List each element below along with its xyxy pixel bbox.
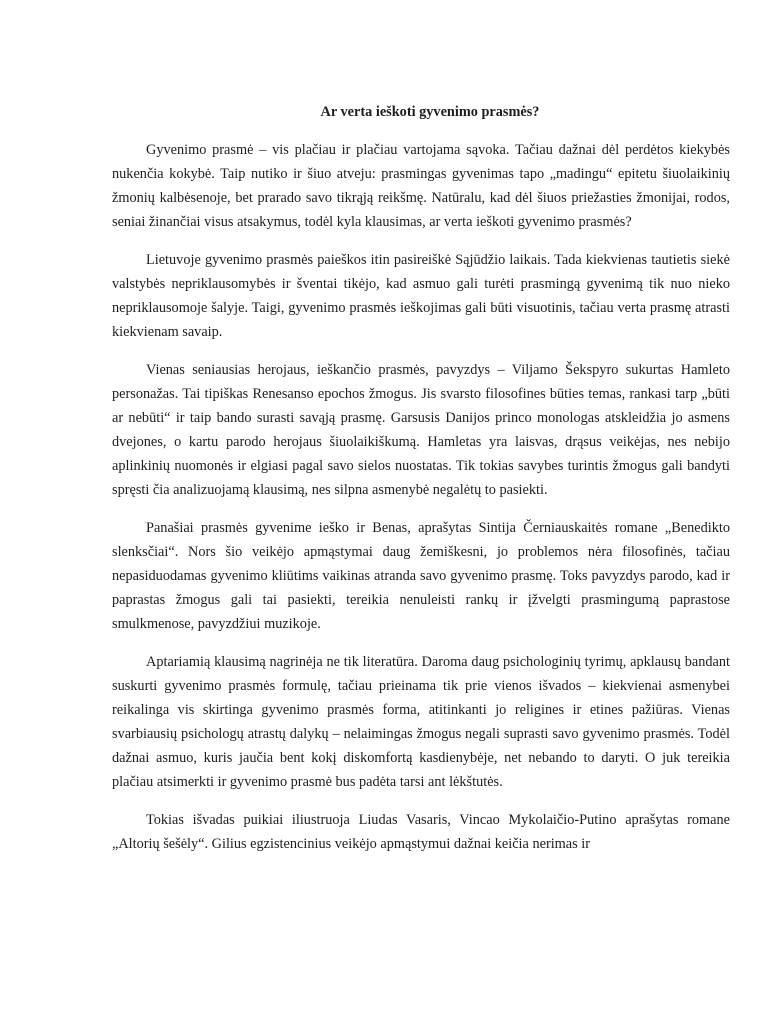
paragraph-6: Tokias išvadas puikiai iliustruoja Liudas Vasaris, Vincao Mykolaičio-Putino aprašytas romane „Altorių šešėly“. Gilius egzistencinius veikėjo apmąstymui dažnai keičia nerimas ir xyxy=(112,812,730,852)
paragraph-4: Panašiai prasmės gyvenime ieško ir Benas, aprašytas Sintija Černiauskaitės romane „Benedikto slenksčiai“. Nors šio veikėjo apmąstymai daug žemiškesni, jo problemos nėra filosofinės, tačiau nepasiduodamas gyvenimo kliūtims vaikinas atranda savo gyvenimo prasmę. Toks pavyzdys parodo, kad ir paprastas žmogus gali tai pasiekti, tereikia nenuleisti rankų ir įžvelgti prasmingumą paprastose smulkmenose, pavyzdžiui muzikoje. xyxy=(112,520,730,632)
paragraph-1: Gyvenimo prasmė – vis plačiau ir plačiau vartojama sąvoka. Tačiau dažnai dėl perdėtos kiekybės nukenčia kokybė. Taip nutiko ir šiuo atveju: prasmingas gyvenimas tapo „madingu“ epitetu šiuolaikinių žmonių kalbėsenoje, bet prarado savo tikrąją reikšmę. Natūralu, kad dėl šiuos priežasties žmonijai, rodos, seniai žinančiai visus atsakymus, todėl kyla klausimas, ar verta ieškoti gyvenimo prasmės? xyxy=(112,142,730,230)
paragraph-2: Lietuvoje gyvenimo prasmės paieškos itin pasireiškė Sąjūdžio laikais. Tada kiekvienas tautietis siekė valstybės nepriklausomybės ir šventai tikėjo, kad asmuo gali turėti prasmingą gyvenimą tik nuo nieko nepriklausomoje šalyje. Taigi, gyvenimo prasmės ieškojimas gali būti visuotinis, tačiau verta prasmę atrasti kiekvienam savaip. xyxy=(112,252,730,340)
paragraph-3: Vienas seniausias herojaus, ieškančio prasmės, pavyzdys – Viljamo Šekspyro sukurtas Hamleto personažas. Tai tipiškas Renesanso epochos žmogus. Jis svarsto filosofines būties temas, rankasi tarp „būti ar nebūti“ ir taip bando surasti savąją prasmę. Garsusis Danijos princo monologas atskleidžia jo asmens dvejones, o kartu parodo herojaus šiuolaikiškumą. Hamletas yra laisvas, drąsus veikėjas, nes nebijo aplinkinių nuomonės ir elgiasi pagal savo sielos nuostatas. Tik tokias savybes turintis žmogus gali bandyti spręsti čia analizuojamą klausimą, nes silpna asmenybė negalėtų to pasiekti. xyxy=(112,362,730,498)
document-title: Ar verta ieškoti gyvenimo prasmės? xyxy=(320,104,540,120)
paragraph-5: Aptariamią klausimą nagrinėja ne tik literatūra. Daroma daug psichologinių tyrimų, apklausų bandant suskurti gyvenimo prasmės formulę, tačiau prieinama tik prie vienos išvados – kiekvienai asmenybei reikalinga vis skirtinga gyvenimo prasmės forma, atitinkanti jo religines ir etines pažiūras. Vienas svarbiausių psichologų atrastų dalykų – nelaimingas žmogus negali suprasti savo gyvenimo prasmės. Todėl dažnai asmuo, kuris jaučia bent kokį diskomfortą kasdienybėje, net nebando to daryti. O juk tereikia plačiau atsimerkti ir gyvenimo prasmė bus padėta tarsi ant lėkštutės. xyxy=(112,654,730,790)
document-body xyxy=(112,100,730,870)
